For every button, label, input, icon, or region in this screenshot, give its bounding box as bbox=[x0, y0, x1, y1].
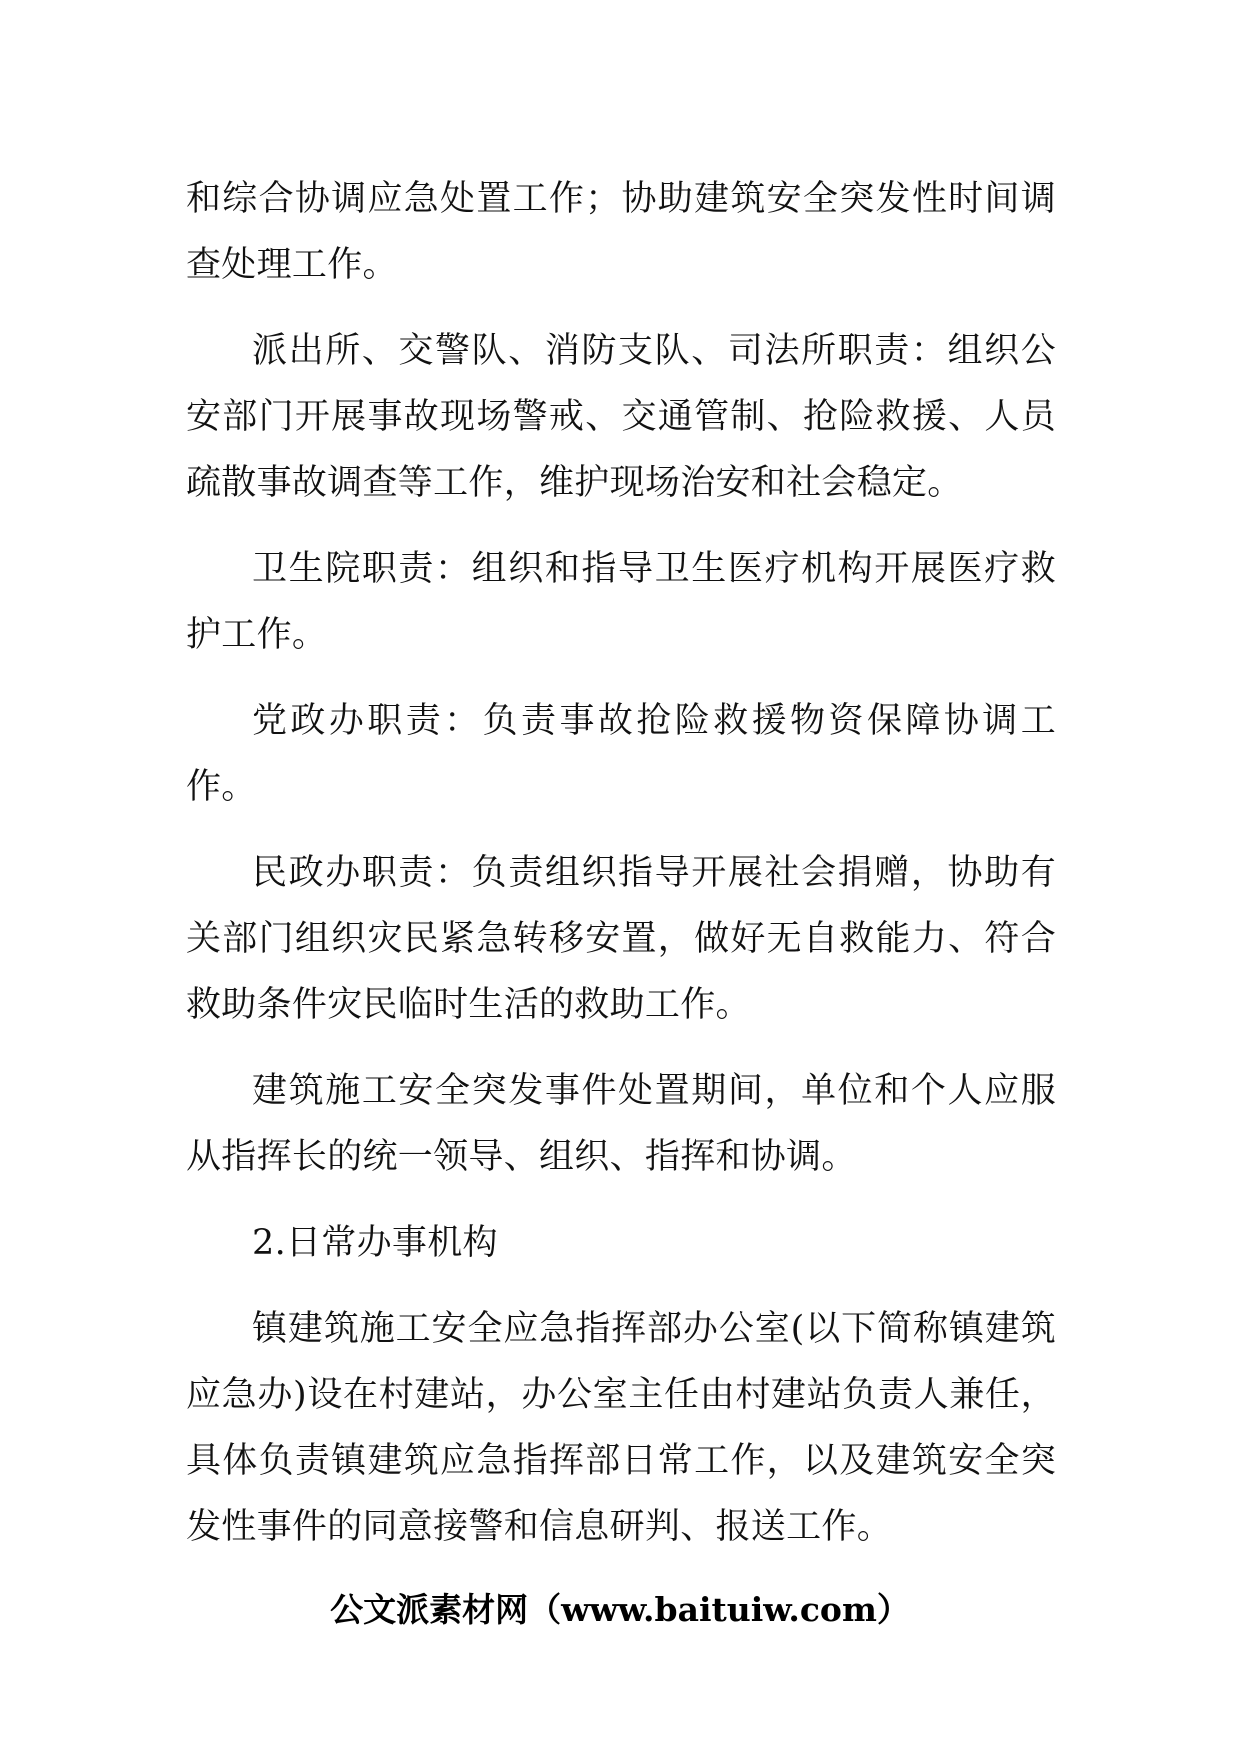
paragraph-emergency-office: 镇建筑施工安全应急指挥部办公室(以下简称镇建筑应急办)设在村建站，办公室主任由村建站负责人兼任，具体负责镇建筑应急指挥部日常工作，以及建筑安全突发性事件的同意接警和信息研判、报送工作。 bbox=[186, 1309, 1056, 1547]
paragraph-health-duties: 卫生院职责：组织和指导卫生医疗机构开展医疗救护工作。 bbox=[186, 549, 1056, 655]
paragraph-continuation: 和综合协调应急处置工作；协助建筑安全突发性时间调查处理工作。 bbox=[186, 179, 1056, 285]
paragraph-police-duties: 派出所、交警队、消防支队、司法所职责：组织公安部门开展事故现场警戒、交通管制、抢险救援、人员疏散事故调查等工作，维护现场治安和社会稳定。 bbox=[186, 331, 1056, 503]
paragraph-civil-affairs-duties: 民政办职责：负责组织指导开展社会捐赠，协助有关部门组织灾民紧急转移安置，做好无自救能力、符合救助条件灾民临时生活的救助工作。 bbox=[186, 853, 1056, 1025]
document-body bbox=[186, 166, 1056, 1580]
paragraph-obey-command: 建筑施工安全突发事件处置期间，单位和个人应服从指挥长的统一领导、组织、指挥和协调。 bbox=[186, 1071, 1056, 1177]
footer-watermark: 公文派素材网（www.baituiw.com） bbox=[330, 1590, 910, 1629]
paragraph-party-office-duties: 党政办职责：负责事故抢险救援物资保障协调工作。 bbox=[186, 701, 1056, 807]
section-heading-daily-office: 2.日常办事机构 bbox=[252, 1223, 498, 1263]
